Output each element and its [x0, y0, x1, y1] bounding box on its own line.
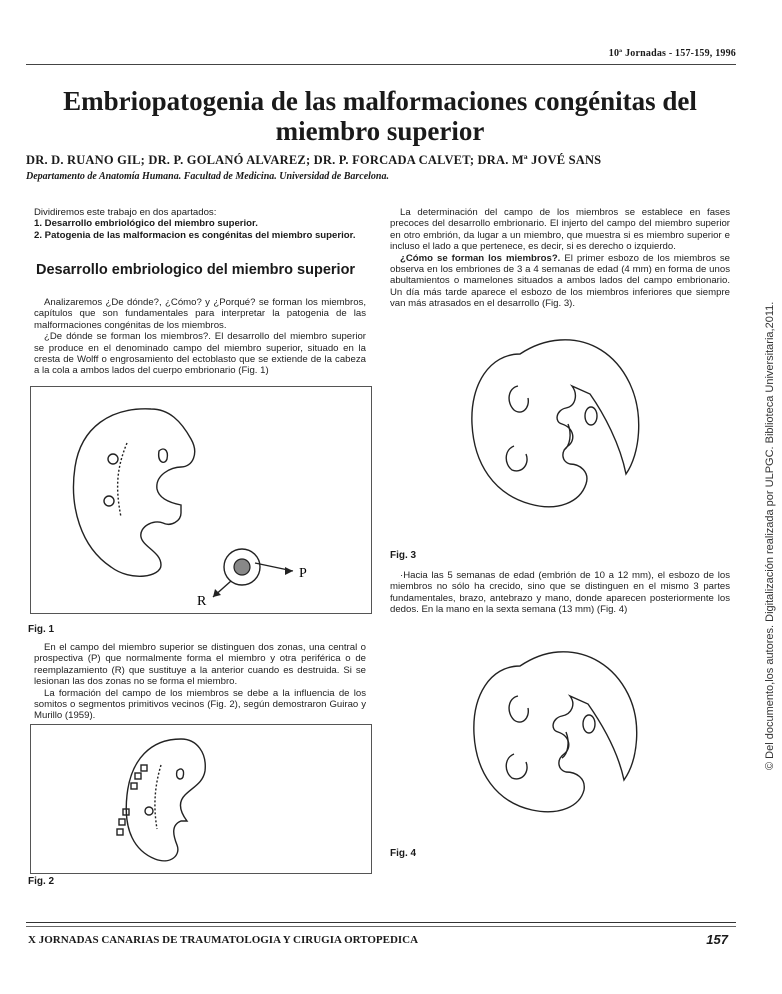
intro-line: Dividiremos este trabajo en dos apartados: — [34, 207, 217, 218]
figure-4-drawing — [390, 638, 730, 842]
paragraph: ¿De dónde se forman los miembros?. El desarrollo del miembro superior se produce en el denominado campo del miembro superior, situado en la cresta de Wolff o engrosamiento del ectoblasto que se extiende de la cabeza a la cola a ambos lados del cuerpo embrionario (Fig. 1) — [34, 331, 366, 377]
intro-list — [34, 207, 364, 241]
footer-rule — [26, 922, 736, 923]
label-p: P — [299, 566, 307, 581]
digitization-credit: © Del documento,los autores. Digitalización realizada por ULPGC. Biblioteca Universitaria,2011. — [764, 301, 776, 770]
label-r: R — [197, 594, 207, 609]
footer-journal-title: X JORNADAS CANARIAS DE TRAUMATOLOGIA Y CIRUGIA ORTOPEDICA — [28, 934, 419, 946]
paragraph: Analizaremos ¿De dónde?, ¿Cómo? y ¿Porqué? se forman los miembros, capítulos que son fundamentales para interpretar la patogenia de las malformaciones congénitas de los miembros. — [34, 297, 366, 331]
figure-4-caption: Fig. 4 — [390, 848, 417, 859]
inline-text: El primer esbozo de los miembros se observa en los embriones de 3 a 4 semanas de edad (4 mm) en forma de unos abultamientos o mamelones situados a ambos lados del campo embrionario. Un día más tarde aparece el esbozo de los miembros inferiores que siempre van más atrasados en el desarrollo (Fig. 3). — [390, 252, 730, 310]
body-text-col2-a — [390, 207, 730, 310]
paragraph — [390, 253, 730, 310]
figure-3 — [390, 324, 730, 546]
paragraph: La formación del campo de los miembros se debe a la influencia de los somitos o segmentos primitivos vecinos (Fig. 2), según demostraron Guirao y Murillo (1959). — [34, 687, 366, 722]
figure-2 — [30, 724, 372, 874]
header-rule — [26, 64, 736, 65]
paragraph: En el campo del miembro superior se distinguen dos zonas, una central o prospectiva (P) que normalmente forma el miembro y otra periférica o de reemplazamiento (R) que sustituye a la anterior cuando es destruida. Si se lesionan las dos zonas no se forma el miembro. — [34, 642, 366, 688]
journal-reference: 10ª Jornadas - 157-159, 1996 — [608, 48, 736, 59]
figure-1 — [30, 386, 372, 614]
page-number: 157 — [706, 932, 728, 947]
figure-1-drawing — [31, 387, 371, 613]
footer-rule-thin — [26, 926, 736, 927]
section-heading: Desarrollo embriologico del miembro superior — [36, 262, 356, 278]
paragraph: ·Hacia las 5 semanas de edad (embrión de 10 a 12 mm), el esbozo de los miembros no sólo ha crecido, sino que se distinguen en el mismo 3 partes fundamentales, brazo, antebrazo y mano, donde aparecen posteriormente los dedos. En la mano en la sexta semana (13 mm) (Fig. 4) — [390, 570, 730, 616]
article-authors: DR. D. RUANO GIL; DR. P. GOLANÓ ALVAREZ; DR. P. FORCADA CALVET; DRA. Mª JOVÉ SANS — [26, 153, 602, 167]
inline-question: ¿Cómo se forman los miembros?. — [400, 252, 561, 264]
body-text-col1-a — [34, 297, 366, 377]
intro-item-1: 1. Desarrollo embriológico del miembro superior. — [34, 218, 258, 230]
figure-3-drawing — [390, 324, 730, 546]
article-title: Embriopatogenia de las malformaciones congénitas del miembro superior — [63, 86, 697, 146]
body-text-col1-b — [34, 642, 366, 722]
paragraph: La determinación del campo de los miembros se establece en fases precoces del desarrollo embrionario. El injerto del campo del miembro superior en otro embrión, da lugar a un miembro, que muestra si es miembro superior e incluso el lado a que pertenece, es decir, si es derecho o izquierdo. — [390, 207, 730, 253]
figure-1-caption: Fig. 1 — [28, 624, 55, 635]
figure-4 — [390, 638, 730, 842]
figure-2-drawing — [31, 725, 371, 873]
intro-item-2: 2. Patogenia de las malformacion es congénitas del miembro superior. — [34, 229, 356, 241]
figure-2-caption: Fig. 2 — [28, 876, 55, 887]
body-text-col2-b — [390, 570, 730, 616]
article-affiliation: Departamento de Anatomía Humana. Facultad de Medicina. Universidad de Barcelona. — [26, 171, 389, 182]
figure-3-caption: Fig. 3 — [390, 550, 417, 561]
